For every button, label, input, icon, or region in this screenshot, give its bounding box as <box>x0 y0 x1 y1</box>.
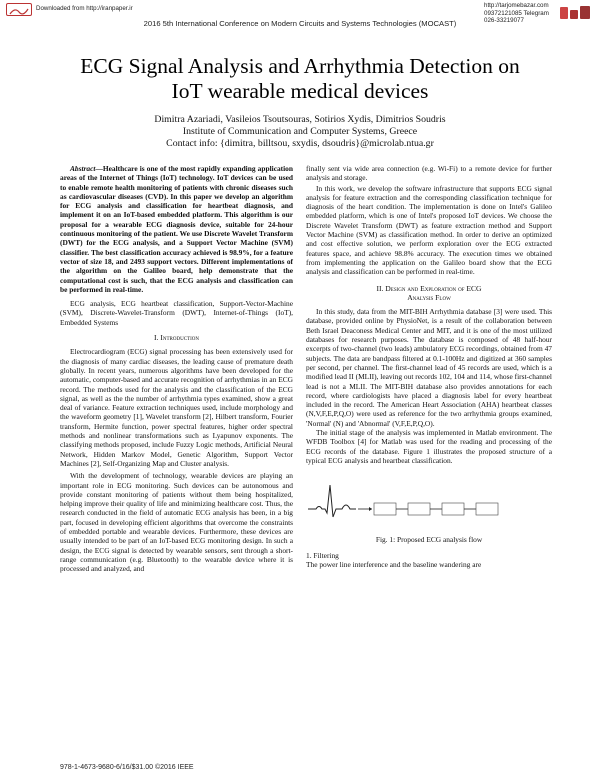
section-heading-line: Analysis Flow <box>407 292 451 302</box>
contact-line: 026-33219077 <box>484 17 524 24</box>
section-heading-line: II. Design and Exploration of ECG <box>376 283 482 293</box>
filtering-heading: 1. Filtering <box>306 550 339 560</box>
right-column <box>306 164 552 569</box>
contact-line: http://tarjomebazar.com <box>484 2 549 9</box>
copyright-footer: 978-1-4673-9680-6/16/$31.00 ©2016 IEEE <box>60 764 194 771</box>
abstract-label: Abstract— <box>70 164 103 173</box>
section-heading-intro: I. Introduction <box>154 333 199 343</box>
abstract-text: Healthcare is one of the most rapidly expanding application areas of the Internet of Things (IoT) technology. IoT devices can be used to enable remote health monitoring of patients with chronic diseases such as cardiovascular diseases (CVD). In this paper we develop an algorithm for ECG analysis and classification for heartbeat diagnosis, and implement it on an IoT-based embedded platform. This algorithm is our proposal for a wearable ECG diagnosis device, suitable for 24-hour continuous monitoring of the patient. We use Discrete Wavelet Transform (DWT) for the ECG analysis, and a Support Vector Machine (SVM) classifier. The best classification accuracy achieved is 98.9%, for a feature vector of size 18, and 2493 support vectors. Different implementations of the algorithm on the Galileo board, help demonstrate that the computational cost is such, that the ECG analysis and classification can be performed in real-time. <box>60 164 293 294</box>
stage-paragraph: The initial stage of the analysis was implemented in Matlab environment. The WFDB Toolbox [4] for Matlab was used for the reading and processing of the ECG records of the database. Figure 1 illustrates the proposed structure of a typical ECG analysis and heartbeat classification. <box>306 428 552 465</box>
figure-caption: Fig. 1: Proposed ECG analysis flow <box>375 535 483 545</box>
contact-line: 09372121085 Telegram <box>484 9 549 17</box>
authors: Dimitra Azariadi, Vasileios Tsoutsouras, Sotirios Xydis, Dimitrios Soudris <box>154 114 446 125</box>
conference-header: 2016 5th International Conference on Modern Circuits and Systems Technologies (MOCAST) <box>143 19 457 28</box>
logo-icon <box>7 6 31 17</box>
figure-1 <box>306 471 552 533</box>
keywords: ECG analysis, ECG heartbeat classification, Support-Vector-Machine (SVM), Discrete-Wavelet-Transform (DWT), Internet-of-Things (IoT), Embedded Systems <box>60 299 293 327</box>
filtering-paragraph: The power line interference and the baseline wandering are <box>306 559 482 569</box>
ecg-flow-figure <box>306 479 552 525</box>
affiliation: Institute of Communication and Computer Systems, Greece <box>182 126 418 137</box>
section-heading-design <box>306 284 552 303</box>
work-paragraph: In this work, we develop the software infrastructure that supports ECG signal analysis for feature extraction and the corresponding classification technique for diagnosis of the heart condition. The implementation is done on Intel's Galileo embedded platform, which is one of Intel's proposed IoT devices. We choose the Discrete Wavelet Transform (DWT) as feature extraction method and Support Vector Machine (SVM) as classification method. In order to derive an optimized and cost effective solution, we perform exploration over the ECG extracted features space, and achieve 98.8% accuracy. The execution times we obtained from implementing the application on the Galileo board show that the ECG analysis and classification can be performed in real-time. <box>306 183 552 277</box>
contact-info: Contact info: {dimitra, billtsou, sxydis, dsoudris}@microlab.ntua.gr <box>166 138 434 149</box>
ecg-waveform <box>308 485 356 517</box>
continued-paragraph: finally sent via wide area connection (e.g. Wi-Fi) to a remote device for further analysis and storage. <box>306 164 552 183</box>
iranpaper-logo <box>6 3 32 16</box>
intro-paragraph: Electrocardiogram (ECG) signal processing has been extensively used for the diagnosis of many cardiac diseases, the leading cause of premature death globally. In recent years, numerous algorithms have been developed for the automatic, computer-based and accurate recognition of arrhythmias in an ECG record. The methods used for the analysis and the classification of the ECG signal, as well as the the number of arrhythmia types examined, show a great deal of variance. Feature extraction techniques used, include morphology and the waveform geometry [1], Wavelet transform [2], Hilbert transform, Fourier transform, Hermite function, power spectral features, higher order spectral methods and nonlinear transformations such as Lyapunov exponents. The classifying methods proposed, include Fuzzy Logic methods, Artificial Neural Network, Hidden Markov Model, Genetic Algorithm, Support Vector Machines [2], Self-Organizing Map and Cluster analysis. <box>60 347 293 468</box>
download-note: Downloaded from http://iranpaper.ir <box>36 5 133 12</box>
title-line: IoT wearable medical devices <box>171 79 429 103</box>
intro-paragraph: With the development of technology, wearable devices are playing an important role in ECG monitoring. Such devices can be autonomous and provide constant monitoring of patients without them being hospitalized, helping improve their quality of life and minimizing healthcare cost. Thus, the research conducted in the field of automatic ECG analysis has been, in a big part, focused in developing efficient algorithms that overcome the constraints of embedded portable and wearable devices. Furthermore, these devices are usually intended to be part of an IoT-based ECG monitoring design. In such a design, the ECG signal is detected by wearable sensors, sent through a short-range communication (e.g. Bluetooth) to the wearable device where it is processed and analyzed, and <box>60 471 293 574</box>
left-column <box>60 164 293 573</box>
page-title <box>30 54 570 104</box>
title-line: ECG Signal Analysis and Arrhythmia Detection on <box>80 54 520 78</box>
data-paragraph: In this study, data from the MIT-BIH Arrhythmia database [3] were used. This database, provided online by PhysioNet, is a result of the collaboration between Beth Israel Deaconess Medical Center and MIT, and it is one of the most utilized databases for research purposes. The database is composed of 48 half-hour excerpts of two-channel (two leads) ambulatory ECG recordings, obtained from 47 subjects. The data are bandpass filtered at 0.1-100Hz and digitized at 360 samples per second, per channel. The first-channel lead of 45 records are used, which is a modified lead II (MLII), leaving out records 102, 104 and 114, whose first-channel lead is not a MLII. The MIT-BIH database also provides annotations for each record, where cardiologists have placed a diagnosis label for every heartbeat included in the record. The American Heart Association (AHA) heartbeat classes (N,V,F,E,P,Q,O) were used as reference for the two arrhythmia groups examined, 'Normal' (N) and 'Abnormal' (V,F,E,P,Q,O). <box>306 307 552 428</box>
abstract <box>60 164 293 294</box>
